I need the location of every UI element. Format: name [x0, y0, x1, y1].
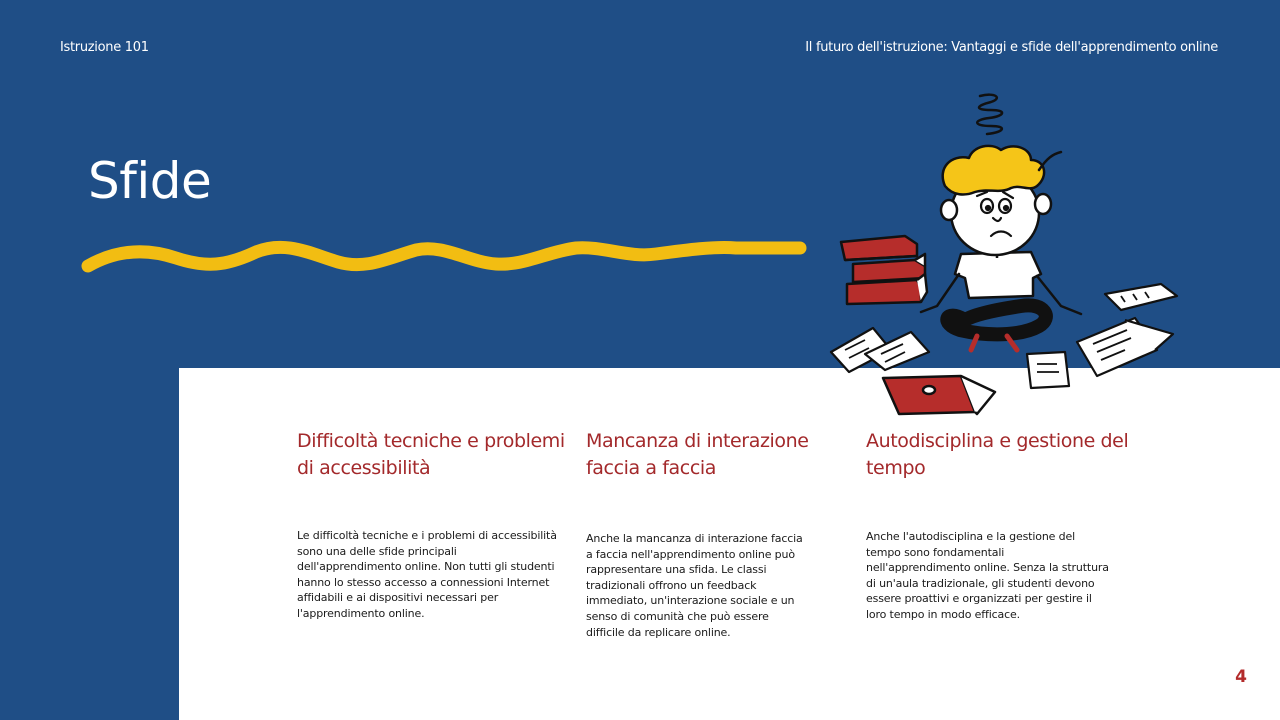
squiggle-decoration — [76, 226, 816, 286]
laptop-icon — [883, 376, 995, 414]
page-number: 4 — [1235, 667, 1247, 687]
slide-title: Sfide — [88, 152, 212, 210]
presentation-subtitle: Il futuro dell'istruzione: Vantaggi e sfide dell'apprendimento online — [805, 40, 1218, 55]
column-body: Anche la mancanza di interazione faccia a faccia nell'apprendimento online può rappresentare una sfida. Le classi tradizionali offrono un feedback immediato, un'interazione sociale e un senso di comunità che può essere difficile da replicare online. — [586, 532, 803, 639]
column-body: Anche l'autodisciplina e la gestione del tempo sono fondamentali nell'apprendimento online. Senza la struttura di un'aula tradizionale, gli studenti devono essere proattivi e organizzati per gestire il loro tempo in modo efficace. — [866, 530, 1109, 621]
column-heading: Difficoltà tecniche e problemi di accessibilità — [297, 430, 565, 479]
column-body: Le difficoltà tecniche e i problemi di accessibilità sono una delle sfide principali dell'apprendimento online. Non tutti gli studenti hanno lo stesso accesso a connessioni Internet affidabili e ai dispositivi necessari per l'apprendimento online. — [297, 529, 557, 620]
challenge-column-technical — [297, 428, 567, 620]
challenge-column-self-discipline — [866, 428, 1136, 621]
column-heading: Mancanza di interazione faccia a faccia — [586, 430, 809, 479]
presentation-name: Istruzione 101 — [60, 40, 149, 55]
stressed-student-illustration — [825, 88, 1185, 423]
student-hair — [943, 146, 1044, 195]
stress-spiral-icon — [977, 95, 1002, 134]
challenge-column-interaction — [586, 428, 856, 639]
column-heading: Autodisciplina e gestione del tempo — [866, 430, 1129, 479]
student-legs — [947, 305, 1046, 334]
books-stack-icon — [841, 236, 927, 304]
